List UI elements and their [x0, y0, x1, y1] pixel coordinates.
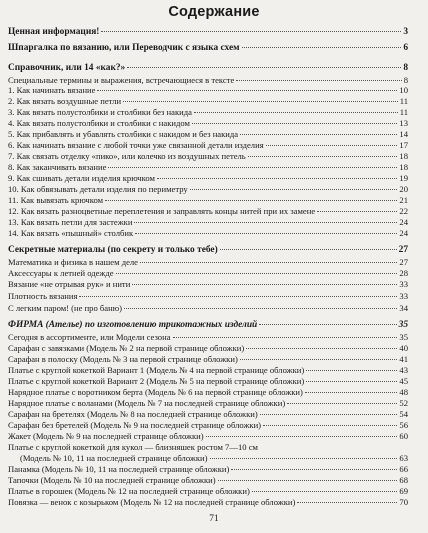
dot-leader: [259, 324, 396, 325]
toc-entry-page: 27: [398, 245, 408, 255]
toc-entry-page: 54: [399, 409, 408, 419]
toc-entry-page: 10: [399, 85, 408, 95]
dot-leader: [246, 348, 397, 349]
toc-entry-title: 3. Как вязать полустолбики и столбики без накида: [8, 107, 192, 117]
toc-entry: [8, 409, 408, 419]
toc-entry-page: 52: [399, 398, 408, 408]
toc-entry-title: Жакет (Модель № 9 на последней странице обложки): [8, 431, 204, 441]
toc-entry-page: 3: [403, 27, 408, 37]
toc-entry-page: 28: [399, 268, 408, 278]
toc-entry: [8, 75, 408, 85]
toc-entry: [8, 63, 408, 73]
toc-entry: [8, 118, 408, 128]
toc-entry-title: Справочник, или 14 «как?»: [8, 63, 126, 73]
toc-entry: [8, 206, 408, 216]
toc-entry-title: 5. Как прибавлять и убавлять столбики с накидом и без накида: [8, 129, 239, 139]
toc-entry-page: 45: [399, 376, 408, 386]
toc-entry-title: Нарядное платье с воланами (Модель № 7 на последней странице обложки): [8, 398, 286, 408]
dot-leader: [206, 436, 398, 437]
toc-entry: [8, 268, 408, 278]
toc-entry-title: Платье с круглой кокеткой для кукол — близняшек ростом 7—10 см: [8, 442, 258, 452]
toc-entry-title: 1. Как начинать вязание: [8, 85, 96, 95]
toc-entry-page: 27: [399, 257, 408, 267]
toc-entry: [8, 107, 408, 117]
toc-entry-page: 43: [399, 365, 408, 375]
toc-entry-title: 8. Как заканчивать вязание: [8, 162, 107, 172]
dot-leader: [263, 425, 397, 426]
page-number: 71: [209, 514, 219, 524]
toc-entry: [8, 217, 408, 227]
toc-entry-title: Ценная информация!: [8, 27, 100, 37]
toc-entry-page: 66: [399, 464, 408, 474]
dot-leader: [101, 31, 401, 32]
toc-entry: [8, 464, 408, 474]
dot-leader: [190, 189, 398, 190]
toc-entry: [8, 387, 408, 397]
toc-entry-title: 10. Как обвязывать детали изделия по периметру: [8, 184, 188, 194]
toc-entry-page: 33: [399, 291, 408, 301]
toc-entry: [8, 442, 408, 452]
dot-leader: [306, 381, 397, 382]
toc-entry: [8, 303, 408, 313]
toc-entry-title: (Модель № 10, 11 на последней странице обложки): [20, 453, 208, 463]
toc-entry-page: 24: [399, 217, 408, 227]
toc-entry: [8, 245, 408, 255]
toc-entry: [20, 453, 408, 463]
dot-leader: [192, 123, 397, 124]
toc-entry-title: 4. Как вязать полустолбики и столбики с накидом: [8, 118, 190, 128]
dot-leader: [127, 67, 401, 68]
dot-leader: [124, 308, 397, 309]
toc-entry: [8, 140, 408, 150]
toc-entry-page: 35: [399, 332, 408, 342]
toc-entry-page: 33: [399, 279, 408, 289]
toc-entry-title: Платье с круглой кокеткой Вариант 1 (Модель № 4 на первой странице обложки): [8, 365, 305, 375]
dot-leader: [266, 145, 398, 146]
dot-leader: [132, 284, 397, 285]
dot-leader: [135, 233, 397, 234]
dot-leader: [305, 392, 398, 393]
dot-leader: [236, 80, 401, 81]
toc-entry: [8, 475, 408, 485]
toc-entry-title: Сегодня в ассортименте, или Модели сезона: [8, 332, 171, 342]
toc-entry: [8, 228, 408, 238]
toc-entry: [8, 162, 408, 172]
dot-leader: [260, 414, 398, 415]
toc-entry: [8, 151, 408, 161]
toc-entry-title: 6. Как начинать вязание с любой точки уже связанной детали изделия: [8, 140, 264, 150]
page-title: Содержание: [168, 4, 260, 20]
toc-entry-title: Вязание «не отрывая рук» и нити: [8, 279, 131, 289]
dot-leader: [97, 90, 397, 91]
toc-entry-page: 24: [399, 228, 408, 238]
dot-leader: [218, 480, 398, 481]
toc-entry-title: Панамка (Модель № 10, 11 на последней странице обложки): [8, 464, 230, 474]
toc-entry-title: Платье с круглой кокеткой Вариант 2 (Модель № 5 на первой странице обложки): [8, 376, 305, 386]
toc-entry-page: 8: [403, 63, 408, 73]
toc-entry-page: 6: [403, 43, 408, 53]
toc-entry: [8, 354, 408, 364]
toc-entry: [8, 43, 408, 53]
toc-entry-page: 48: [399, 387, 408, 397]
toc-entry-page: 11: [399, 107, 408, 117]
toc-entry-page: 14: [399, 129, 408, 139]
dot-leader: [134, 222, 397, 223]
toc-entry-page: 8: [403, 75, 408, 85]
dot-leader: [105, 200, 397, 201]
toc-entry-title: ФИРМА (Ателье) по изготовлению трикотажных изделий: [8, 320, 258, 330]
toc-entry: [8, 195, 408, 205]
dot-leader: [317, 211, 397, 212]
dot-leader: [306, 370, 397, 371]
toc-entry-title: Секретные материалы (по секрету и только тебе): [8, 245, 218, 255]
toc-entry: [8, 431, 408, 441]
toc-entry: [8, 279, 408, 289]
toc-entry-page: 69: [399, 486, 408, 496]
toc-entry: [8, 486, 408, 496]
toc-entry-page: 17: [399, 140, 408, 150]
toc-entry: [8, 332, 408, 342]
dot-leader: [231, 469, 397, 470]
dot-leader: [79, 296, 397, 297]
toc-entry-page: 18: [399, 151, 408, 161]
dot-leader: [240, 359, 398, 360]
dot-leader: [252, 491, 398, 492]
toc-entry-page: 34: [399, 303, 408, 313]
toc-entry-title: Специальные термины и выражения, встречающиеся в тексте: [8, 75, 235, 85]
dot-leader: [108, 167, 397, 168]
toc-entry-title: 11. Как вывязать крючком: [8, 195, 104, 205]
toc-entry-title: Повязка — венок с козырьком (Модель № 12 на последней странице обложки): [8, 497, 296, 507]
dot-leader: [173, 337, 398, 338]
dot-leader: [157, 178, 397, 179]
toc-entry: [8, 365, 408, 375]
toc-entry-title: Сарафан в полоску (Модель № 3 на первой странице обложки): [8, 354, 238, 364]
toc-entry-page: 40: [399, 343, 408, 353]
toc-entry: [8, 376, 408, 386]
toc-entry-page: 21: [399, 195, 408, 205]
dot-leader: [287, 403, 397, 404]
toc-entry-title: Шпаргалка по вязанию, или Переводчик с языка схем: [8, 43, 240, 53]
toc-entry: [8, 497, 408, 507]
toc-entry-page: 13: [399, 118, 408, 128]
toc-entry: [8, 343, 408, 353]
toc-entry: [8, 96, 408, 106]
toc-entry-title: 13. Как вязать петли для застежки: [8, 217, 133, 227]
toc-entry-page: 11: [399, 96, 408, 106]
toc-entry-page: 22: [399, 206, 408, 216]
toc-entry-page: 19: [399, 173, 408, 183]
dot-leader: [116, 273, 398, 274]
toc-entry-title: Платье в горошек (Модель № 12 на последней странице обложки): [8, 486, 250, 496]
dot-leader: [242, 47, 402, 48]
toc-entry-page: 63: [399, 453, 408, 463]
toc-entry-title: Математика и физика в нашем деле: [8, 257, 138, 267]
toc-entry: [8, 173, 408, 183]
toc-entry-page: 35: [398, 320, 408, 330]
toc-entry: [8, 291, 408, 301]
toc-entry-page: 60: [399, 431, 408, 441]
toc-entry: [8, 129, 408, 139]
toc-entry-page: 18: [399, 162, 408, 172]
toc-entry-title: Сарафан на бретелях (Модель № 8 на последней странице обложки): [8, 409, 258, 419]
toc-entry-title: Нарядное платье с воротником берта (Модель № 6 на первой странице обложки): [8, 387, 303, 397]
toc-entry-title: 12. Как вязать разноцветные переплетения и заправлять концы нитей при их замене: [8, 206, 316, 216]
dot-leader: [140, 262, 397, 263]
toc-entry-title: 14. Как вязать «пышный» столбик: [8, 228, 134, 238]
toc-entry-title: Тапочки (Модель № 10 на последней странице обложки): [8, 475, 216, 485]
toc-entry: [8, 320, 408, 330]
toc-entry-page: 56: [399, 420, 408, 430]
toc-entry: [8, 398, 408, 408]
toc-entry-title: Сарафан с завязками (Модель № 2 на первой странице обложки): [8, 343, 245, 353]
toc-entry-page: 70: [399, 497, 408, 507]
toc-entry-title: 9. Как сшивать детали изделия крючком: [8, 173, 155, 183]
toc-entry-title: С легким паром! (не про баню): [8, 303, 122, 313]
dot-leader: [210, 458, 398, 459]
toc-entry-page: 20: [399, 184, 408, 194]
toc-entry-title: 2. Как вязать воздушные петли: [8, 96, 122, 106]
toc-entry-page: 41: [399, 354, 408, 364]
toc-entry-title: Плотность вязания: [8, 291, 78, 301]
toc-entry-page: 68: [399, 475, 408, 485]
dot-leader: [220, 249, 397, 250]
dot-leader: [297, 502, 397, 503]
toc-entry: [8, 257, 408, 267]
toc-entry: [8, 184, 408, 194]
toc-entry-title: Аксессуары к летней одежде: [8, 268, 114, 278]
toc-entry: [8, 27, 408, 37]
toc-entry: [8, 85, 408, 95]
dot-leader: [194, 112, 398, 113]
toc-entry-title: 7. Как связать отделку «пико», или колечко из воздушных петель: [8, 151, 246, 161]
toc-entry-title: Сарафан без бретелей (Модель № 9 на последней странице обложки): [8, 420, 262, 430]
dot-leader: [240, 134, 397, 135]
dot-leader: [248, 156, 398, 157]
toc-entry: [8, 420, 408, 430]
dot-leader: [123, 101, 398, 102]
